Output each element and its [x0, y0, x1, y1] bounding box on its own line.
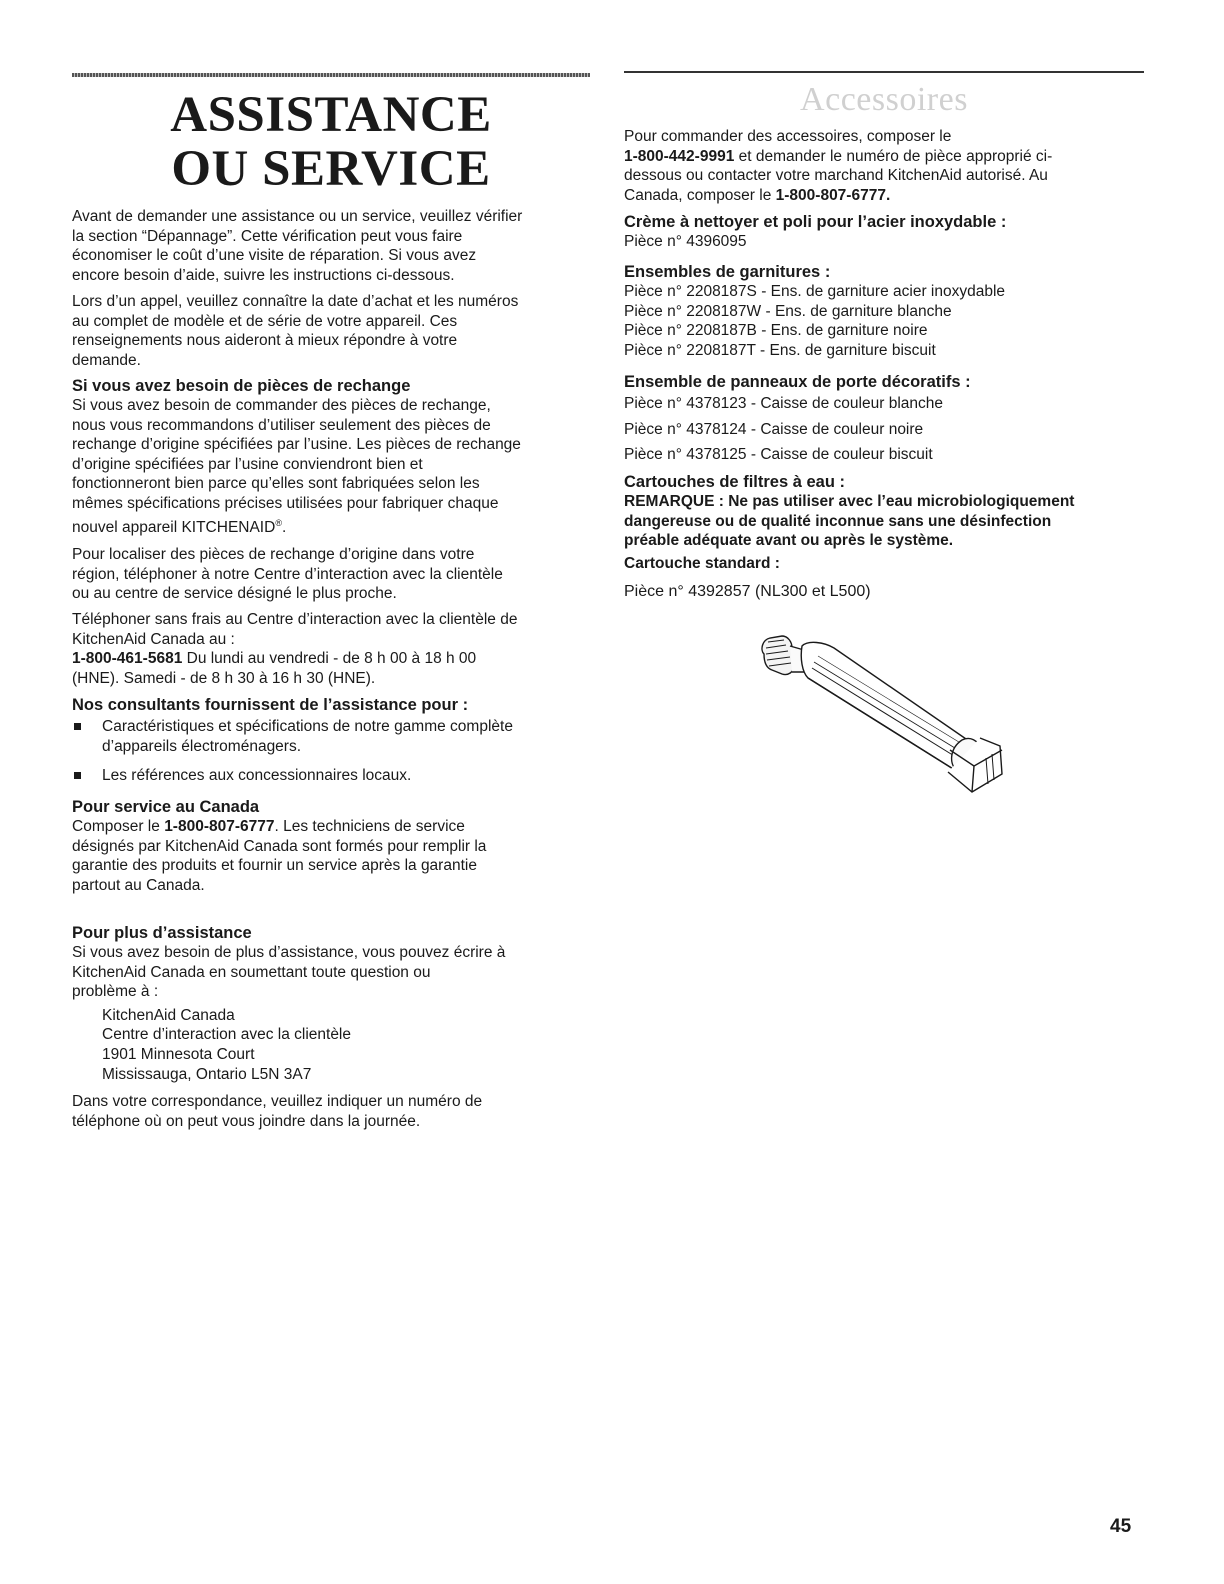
bullet-line: d’appareils électroménagers.	[102, 737, 302, 755]
part-number: Pièce n° 2208187T - Ens. de garniture biscuit	[624, 341, 936, 359]
tollfree-paragraph	[72, 610, 592, 688]
canada-text: . Les techniciens de service	[274, 818, 465, 835]
intro-line: économiser le coût d’une visite de réparation. Si vous avez	[72, 247, 477, 265]
parts-line: rechange d’origine spécifiées par l’usine. Les pièces de rechange	[72, 436, 521, 454]
order-line	[624, 147, 1146, 167]
garnitures-heading: Ensembles de garnitures :	[624, 263, 831, 281]
parts-heading: Si vous avez besoin de pièces de rechange	[72, 377, 411, 395]
locate-line: Pour localiser des pièces de rechange d’origine dans votre	[72, 546, 475, 563]
note-line: préable adéquate avant ou après le système.	[624, 532, 954, 550]
title-line-1: ASSISTANCE	[170, 87, 492, 143]
part-number: Pièce n° 4396095	[624, 233, 747, 250]
part-number: Pièce n° 2208187W - Ens. de garniture blanche	[624, 302, 952, 320]
part-number: Pièce n° 4378123 - Caisse de couleur blanche	[624, 395, 943, 412]
bullet-line: Caractéristiques et spécifications de notre gamme complète	[102, 718, 513, 735]
parts-line	[72, 514, 592, 538]
consultants-heading: Nos consultants fournissent de l’assistance pour :	[72, 696, 469, 714]
order-text: et demander le numéro de pièce approprié ci-	[734, 147, 1053, 165]
intro-line: encore besoin d’aide, suivre les instructions ci-dessous.	[72, 266, 455, 284]
part-number: Pièce n° 4378124 - Caisse de couleur noire	[624, 420, 924, 438]
address-line: KitchenAid Canada	[102, 1006, 235, 1024]
hours-text: Du lundi au vendredi - de 8 h 00 à 18 h 00	[182, 650, 477, 668]
address-line: Mississauga, Ontario L5N 3A7	[102, 1065, 312, 1083]
bullet-item	[72, 766, 592, 786]
part-number: Pièce n° 4378125 - Caisse de couleur biscuit	[624, 446, 933, 464]
phone-number: 1-800-442-9991	[624, 147, 735, 165]
tollfree-line: KitchenAid Canada au :	[72, 630, 235, 648]
canada-line: désignés par KitchenAid Canada sont formés pour remplir la	[72, 837, 487, 855]
consultants-section	[72, 695, 592, 786]
canada-text: Composer le	[72, 818, 165, 835]
bullet-line: Les références aux concessionnaires locaux.	[102, 767, 412, 785]
water-filter-cartridge-illustration	[752, 632, 1012, 812]
more-help-section	[72, 923, 592, 1131]
locate-line: ou au centre de service désigné le plus proche.	[72, 585, 397, 603]
bullet-item	[72, 717, 592, 756]
water-filter-heading: Cartouches de filtres à eau :	[624, 473, 845, 491]
note-line: dangereuse ou de qualité inconnue sans une désinfection	[624, 512, 1052, 530]
water-filter-section	[624, 472, 1146, 601]
correspondence-line: Dans votre correspondance, veuillez indiquer un numéro de	[72, 1093, 483, 1111]
parts-line: fonctionneront bien parce qu’elles sont fabriquées selon les	[72, 475, 480, 493]
canada-heading: Pour service au Canada	[72, 798, 260, 816]
left-top-rule	[72, 73, 590, 77]
order-line	[624, 186, 1146, 206]
part-number: Pièce n° 4392857 (NL300 et L500)	[624, 582, 871, 600]
hours-line	[72, 649, 592, 669]
order-text: Canada, composer le	[624, 186, 776, 204]
more-help-line: Si vous avez besoin de plus d’assistance, vous pouvez écrire à	[72, 944, 506, 961]
order-paragraph	[624, 127, 1146, 205]
address-line: 1901 Minnesota Court	[102, 1045, 255, 1063]
call-line: au complet de modèle et de série de votre appareil. Ces	[72, 312, 458, 330]
parts-section	[72, 376, 592, 537]
page-title	[72, 88, 590, 196]
creme-heading: Crème à nettoyer et poli pour l’acier inoxydable :	[624, 213, 1007, 231]
right-top-rule	[624, 71, 1144, 73]
panels-heading: Ensemble de panneaux de porte décoratifs :	[624, 373, 971, 391]
mailing-address	[72, 1006, 592, 1084]
intro-line: la section “Dépannage”. Cette vérification peut vous faire	[72, 227, 463, 245]
intro-line: Avant de demander une assistance ou un service, veuillez vérifier	[72, 208, 523, 225]
intro-paragraph	[72, 207, 592, 285]
panels-section	[624, 372, 1146, 465]
call-line: demande.	[72, 351, 141, 369]
address-line: Centre d’interaction avec la clientèle	[102, 1026, 351, 1044]
more-help-line: problème à :	[72, 983, 159, 1001]
canada-line: garantie des produits et fournir un service après la garantie	[72, 857, 477, 875]
locate-line: région, téléphoner à notre Centre d’interaction avec la clientèle	[72, 565, 503, 583]
parts-line-end: .	[281, 518, 287, 536]
canada-line: partout au Canada.	[72, 876, 205, 894]
parts-line: mêmes spécifications précises utilisées pour fabriquer chaque	[72, 494, 499, 512]
registered-mark: ®	[275, 517, 282, 528]
hours-line: (HNE). Samedi - de 8 h 30 à 16 h 30 (HNE).	[72, 669, 376, 687]
tollfree-line: Téléphoner sans frais au Centre d’interaction avec la clientèle de	[72, 611, 518, 628]
correspondence-line: téléphone où on peut vous joindre dans la journée.	[72, 1112, 421, 1130]
parts-line-text: nouvel appareil KITCHENAID	[72, 518, 276, 536]
canada-line	[72, 817, 592, 837]
accessories-title: Accessoires	[800, 81, 968, 118]
standard-cartridge-heading: Cartouche standard :	[624, 554, 780, 572]
parts-line: d’origine spécifiées par l’usine conviendront bien et	[72, 455, 423, 473]
order-line: dessous ou contacter votre marchand KitchenAid autorisé. Au	[624, 167, 1048, 185]
call-line: Lors d’un appel, veuillez connaître la date d’achat et les numéros	[72, 293, 519, 310]
page-number: 45	[1110, 1516, 1132, 1537]
locate-paragraph	[72, 545, 592, 604]
note-line: REMARQUE : Ne pas utiliser avec l’eau microbiologiquement	[624, 493, 1075, 510]
phone-number: 1-800-461-5681	[72, 650, 183, 668]
part-number: Pièce n° 2208187B - Ens. de garniture noire	[624, 322, 928, 340]
more-help-heading: Pour plus d’assistance	[72, 924, 252, 942]
creme-section	[624, 212, 1146, 252]
parts-line: nous vous recommandons d’utiliser seulement des pièces de	[72, 416, 491, 434]
canada-section	[72, 797, 592, 895]
order-line: Pour commander des accessoires, composer le	[624, 128, 952, 145]
phone-number: 1-800-807-6777	[164, 818, 275, 835]
phone-number: 1-800-807-6777.	[775, 186, 891, 204]
call-line: renseignements nous aideront à mieux répondre à votre	[72, 332, 458, 350]
title-line-2: OU SERVICE	[171, 141, 491, 197]
more-help-line: KitchenAid Canada en soumettant toute question ou	[72, 963, 431, 981]
call-paragraph	[72, 292, 592, 370]
garnitures-section	[624, 262, 1146, 360]
part-number: Pièce n° 2208187S - Ens. de garniture acier inoxydable	[624, 283, 1006, 300]
parts-line: Si vous avez besoin de commander des pièces de rechange,	[72, 397, 491, 414]
